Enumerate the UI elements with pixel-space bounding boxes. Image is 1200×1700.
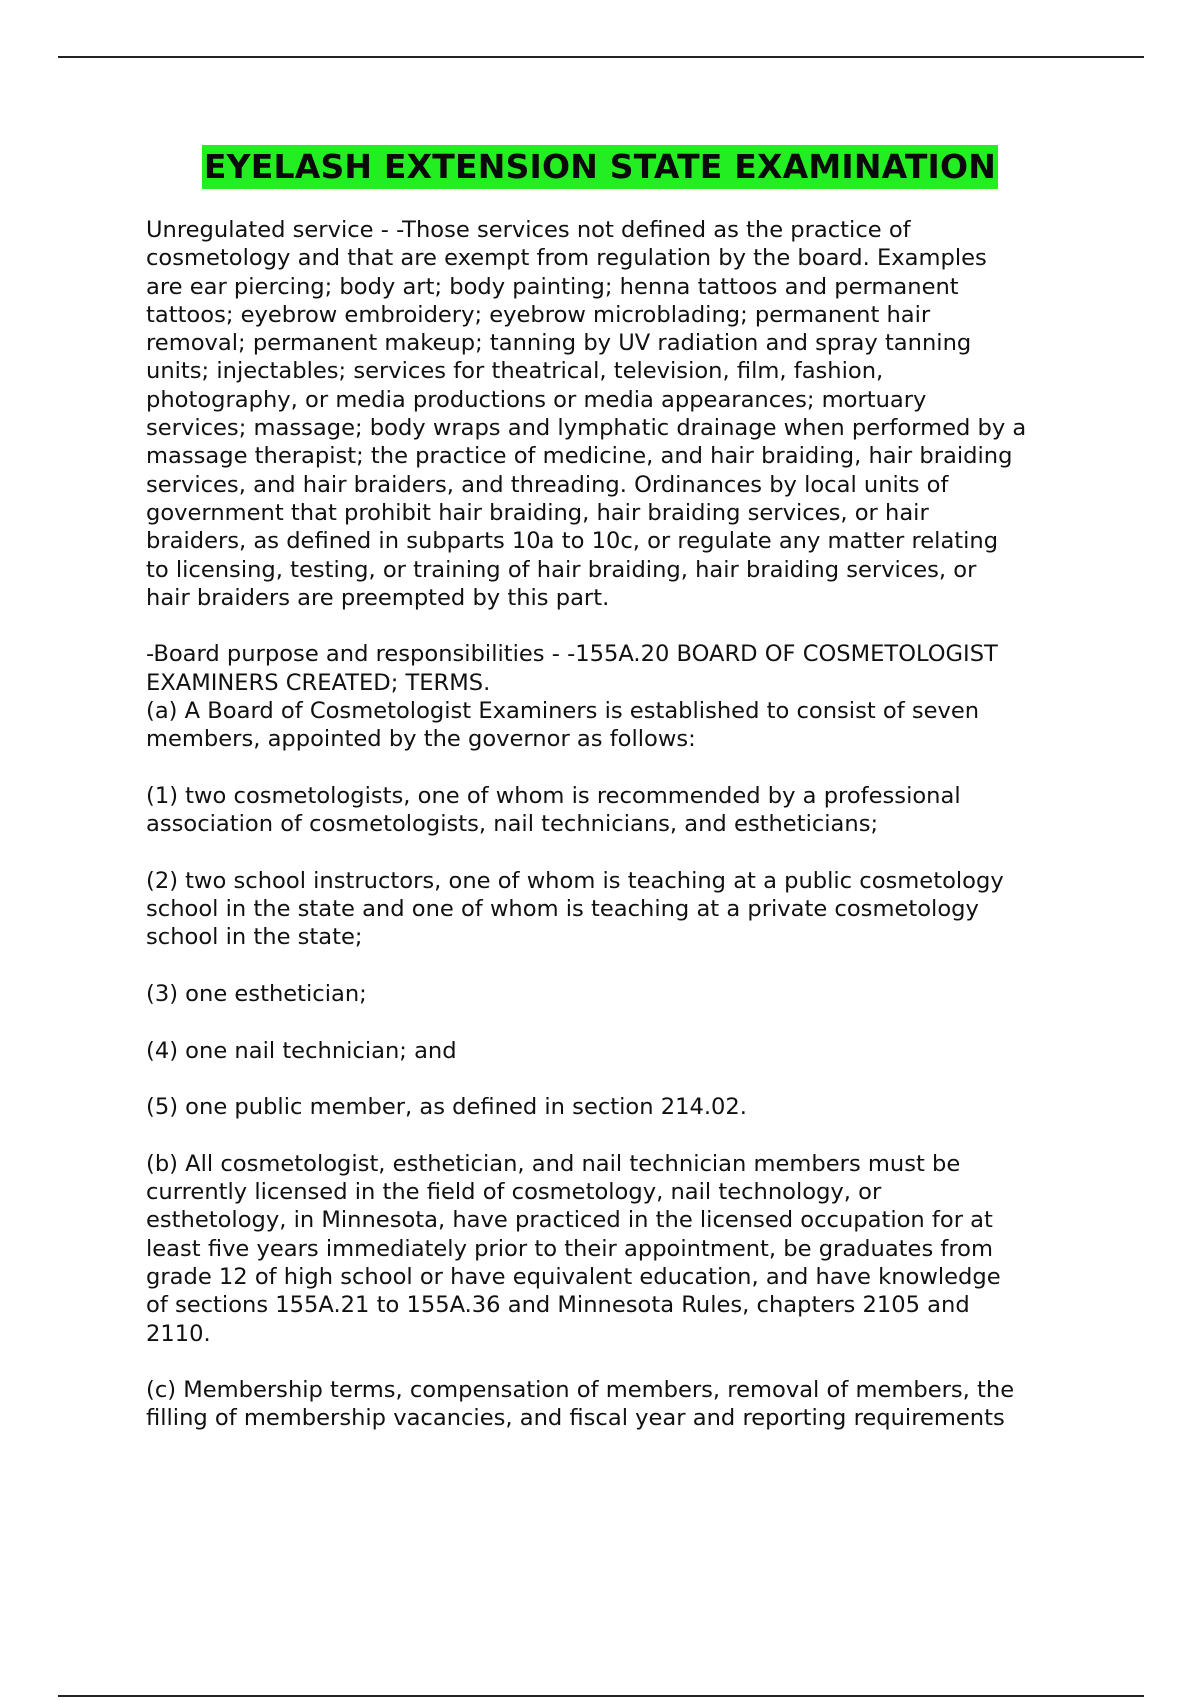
paragraph-board-heading: -Board purpose and responsibilities - -155A.20 BOARD OF COSMETOLOGIST EXAMINERS CREATED; TERMS.	[146, 641, 998, 696]
paragraph-item-1: (1) two cosmetologists, one of whom is recommended by a professional association of cosmetologists, nail technicians, and estheticians;	[146, 782, 961, 838]
paragraph-item-4: (4) one nail technician; and	[146, 1037, 457, 1064]
paragraph-unregulated-service: Unregulated service - -Those services not defined as the practice of cosmetology and that are exempt from regulation by the board. Examples are ear piercing; body art; body painting; henna tattoos and permanent tattoos; eyebrow embroidery; eyebrow microblading; permanent hair removal; permanent makeup; tanning by UV radiation and spray tanning units; injectables; services for theatrical, television, film, fashion, photography, or media productions or media appearances; mortuary services; massage; body wraps and lymphatic drainage when performed by a massage therapist; the practice of medicine, and hair braiding, hair braiding services, and hair braiders, and threading. Ordinances by local units of government that prohibit hair braiding, hair braiding services, or hair braiders, as defined in subparts 10a to 10c, or regulate any matter relating to licensing, testing, or training of hair braiding, hair braiding services, or hair braiders are preempted by this part.	[146, 217, 1027, 611]
bottom-rule	[58, 1695, 1144, 1697]
paragraph-item-5: (5) one public member, as defined in section 214.02.	[146, 1094, 747, 1121]
paragraph-item-3: (3) one esthetician;	[146, 981, 367, 1008]
document-title: EYELASH EXTENSION STATE EXAMINATION	[202, 145, 998, 189]
paragraph-item-2: (2) two school instructors, one of whom is teaching at a public cosmetology school in the state and one of whom is teaching at a private cosmetology school in the state;	[146, 867, 1004, 951]
top-rule	[58, 56, 1144, 58]
paragraph-a: (a) A Board of Cosmetologist Examiners is established to consist of seven members, appointed by the governor as follows:	[146, 698, 980, 753]
title-container	[0, 145, 1200, 189]
paragraph-b: (b) All cosmetologist, esthetician, and nail technician members must be currently licensed in the field of cosmetology, nail technology, or esthetology, in Minnesota, have practiced in the licensed occupation for at least five years immediately prior to their appointment, be graduates from grade 12 of high school or have equivalent education, and have knowledge of sections 155A.21 to 155A.36 and Minnesota Rules, chapters 2105 and 2110.	[146, 1150, 1001, 1347]
document-body	[146, 216, 1146, 1433]
paragraph-c: (c) Membership terms, compensation of members, removal of members, the filling of membership vacancies, and fiscal year and reporting requirements	[146, 1377, 1015, 1432]
